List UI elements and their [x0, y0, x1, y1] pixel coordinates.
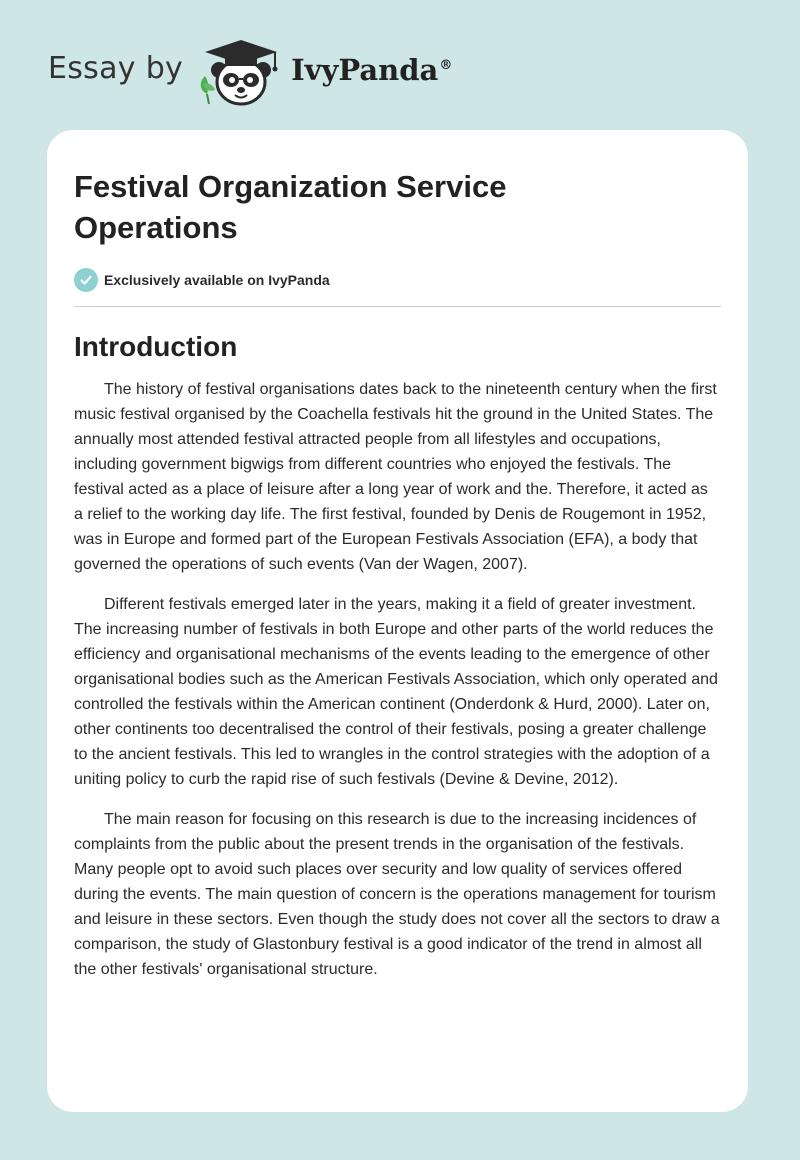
- registered-mark: ®: [439, 58, 453, 74]
- essay-title: Festival Organization Service Operations: [74, 169, 507, 245]
- brand-name[interactable]: IvyPanda®: [291, 53, 453, 87]
- panda-graduate-icon[interactable]: [197, 34, 287, 110]
- paragraph: Different festivals emerged later in the years, making it a field of greater investment. The increasing number of festivals in both Europe and other parts of the world reduces the efficiency and organisational mechanisms of the events leading to the emergence of other organisational bodies such as the American Festivals Association, which only operated and controlled the festivals within the American continent (Onderdonk & Hurd, 2000). Later on, other continents too decentralised the control of their festivals, posing a greater challenge to the ancient festivals. This led to wrangles in the control strategies with the adoption of a uniting policy to curb the rapid rise of such festivals (Devine & Devine, 2012).: [74, 596, 718, 788]
- paragraph: The main reason for focusing on this research is due to the increasing incidences of complaints from the public about the present trends in the organisation of the festivals. Many people opt to avoid such places over security and low quality of services offered during the events. The main question of concern is the operations management for tourism and leisure in these sectors. Even though the study does not cover all the sectors to draw a comparison, the study of Glastonbury festival is a good indicator of the trend in almost all the other festivals' organisational structure.: [74, 811, 720, 978]
- check-icon: [74, 268, 98, 292]
- badge-text: Exclusively available on IvyPanda: [104, 272, 330, 288]
- essay-card: [47, 130, 748, 1112]
- brand-prefix: Essay by: [48, 50, 184, 86]
- divider: [74, 306, 721, 307]
- site-header: [48, 34, 452, 110]
- section-heading: Introduction: [74, 331, 238, 362]
- paragraph: The history of festival organisations dates back to the nineteenth century when the first music festival organised by the Coachella festivals hit the ground in the United States. The annually most attended festival attracted people from all lifestyles and occupations, including government bigwigs from different countries who enjoyed the festivals. The festival acted as a place of leisure after a long year of work and the. Therefore, it acted as a relief to the working day life. The first festival, founded by Denis de Rougemont in 1952, was in Europe and formed part of the European Festivals Association (EFA), a body that governed the operations of such events (Van der Wagen, 2007).: [74, 381, 717, 573]
- exclusive-badge: [74, 268, 721, 292]
